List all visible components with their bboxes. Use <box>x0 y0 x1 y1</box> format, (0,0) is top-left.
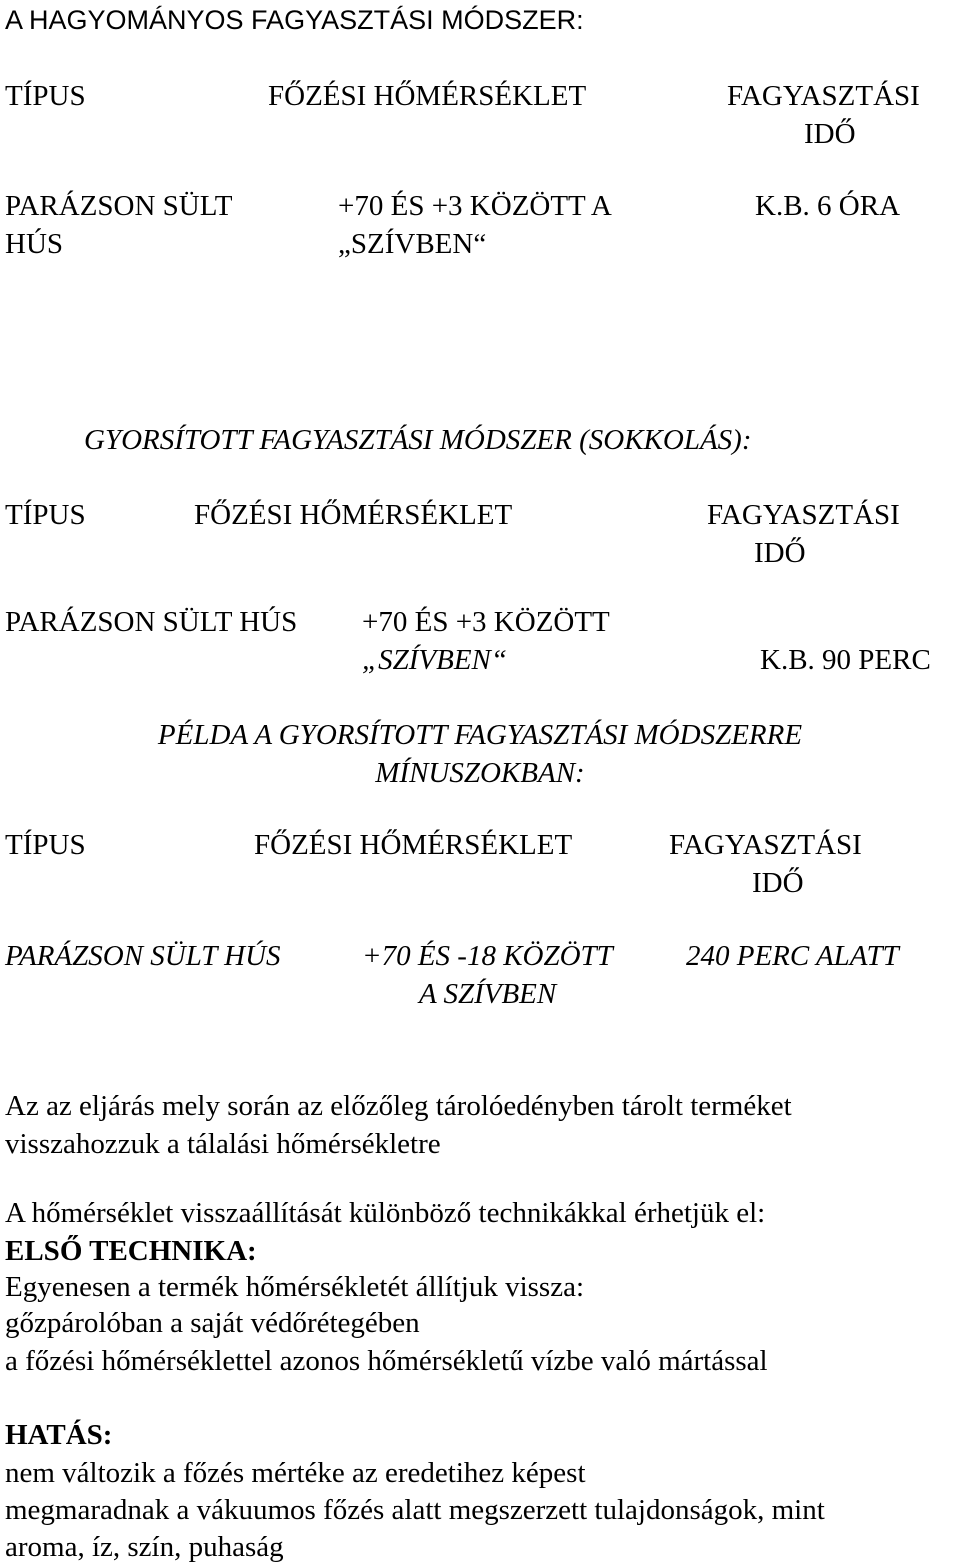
section3-row-type: PARÁZSON SÜLT HÚS <box>5 940 281 972</box>
section1-header-temp: FŐZÉSI HŐMÉRSÉKLET <box>268 80 587 112</box>
technique-line1: Egyenesen a termék hőmérsékletét állítjuk vissza: <box>5 1271 584 1303</box>
effect-line2: megmaradnak a vákuumos főzés alatt megszerzett tulajdonságok, mint <box>5 1494 825 1526</box>
section2-header-time-1: FAGYASZTÁSI <box>707 499 900 531</box>
section3-header-type: TÍPUS <box>5 829 86 861</box>
technique-line3: a főzési hőmérséklettel azonos hőmérsékletű vízbe való mártással <box>5 1345 768 1377</box>
para1-line2: visszahozzuk a tálalási hőmérsékletre <box>5 1128 441 1160</box>
section1-row-type-1: PARÁZSON SÜLT <box>5 190 233 222</box>
section2-header-time-2: IDŐ <box>754 537 806 569</box>
section3-row-temp-1: +70 ÉS -18 KÖZÖTT <box>362 940 613 972</box>
section3-title-2: MÍNUSZOKBAN: <box>375 757 585 789</box>
technique-heading: ELSŐ TECHNIKA: <box>5 1235 257 1267</box>
section2-header-type: TÍPUS <box>5 499 86 531</box>
section1-row-type-2: HÚS <box>5 228 64 260</box>
section1-row-temp-1: +70 ÉS +3 KÖZÖTT A <box>338 190 612 222</box>
section3-header-temp: FŐZÉSI HŐMÉRSÉKLET <box>254 829 573 861</box>
section2-header-temp: FŐZÉSI HŐMÉRSÉKLET <box>194 499 513 531</box>
section1-header-type: TÍPUS <box>5 80 86 112</box>
section3-row-temp-2: A SZÍVBEN <box>419 978 557 1010</box>
section1-row-temp-2: „SZÍVBEN“ <box>338 228 487 260</box>
para1-line1: Az az eljárás mely során az előzőleg tárolóedényben tárolt terméket <box>5 1090 792 1122</box>
section2-title: GYORSÍTOTT FAGYASZTÁSI MÓDSZER (SOKKOLÁS): <box>84 424 752 456</box>
para2-line1: A hőmérséklet visszaállítását különböző technikákkal érhetjük el: <box>5 1197 766 1229</box>
effect-line3: aroma, íz, szín, puhaság <box>5 1531 284 1563</box>
section3-header-time-1: FAGYASZTÁSI <box>669 829 862 861</box>
section2-row-time: K.B. 90 PERC <box>760 644 931 676</box>
section1-header-time-2: IDŐ <box>804 118 856 150</box>
section3-title-1: PÉLDA A GYORSÍTOTT FAGYASZTÁSI MÓDSZERRE <box>157 719 803 751</box>
section3-header-time-2: IDŐ <box>752 867 804 899</box>
effect-line1: nem változik a főzés mértéke az eredetihez képest <box>5 1457 586 1489</box>
section2-row-temp-2: „SZÍVBEN“ <box>362 644 508 676</box>
section1-header-time-1: FAGYASZTÁSI <box>727 80 920 112</box>
effect-heading: HATÁS: <box>5 1419 113 1451</box>
section1-row-time: K.B. 6 ÓRA <box>755 190 901 222</box>
section3-row-time: 240 PERC ALATT <box>686 940 899 972</box>
section2-row-type: PARÁZSON SÜLT HÚS <box>5 606 298 638</box>
technique-line2: gőzpárolóban a saját védőrétegében <box>5 1307 420 1339</box>
section2-row-temp-1: +70 ÉS +3 KÖZÖTT <box>362 606 610 638</box>
section1-title: A HAGYOMÁNYOS FAGYASZTÁSI MÓDSZER: <box>5 5 584 35</box>
